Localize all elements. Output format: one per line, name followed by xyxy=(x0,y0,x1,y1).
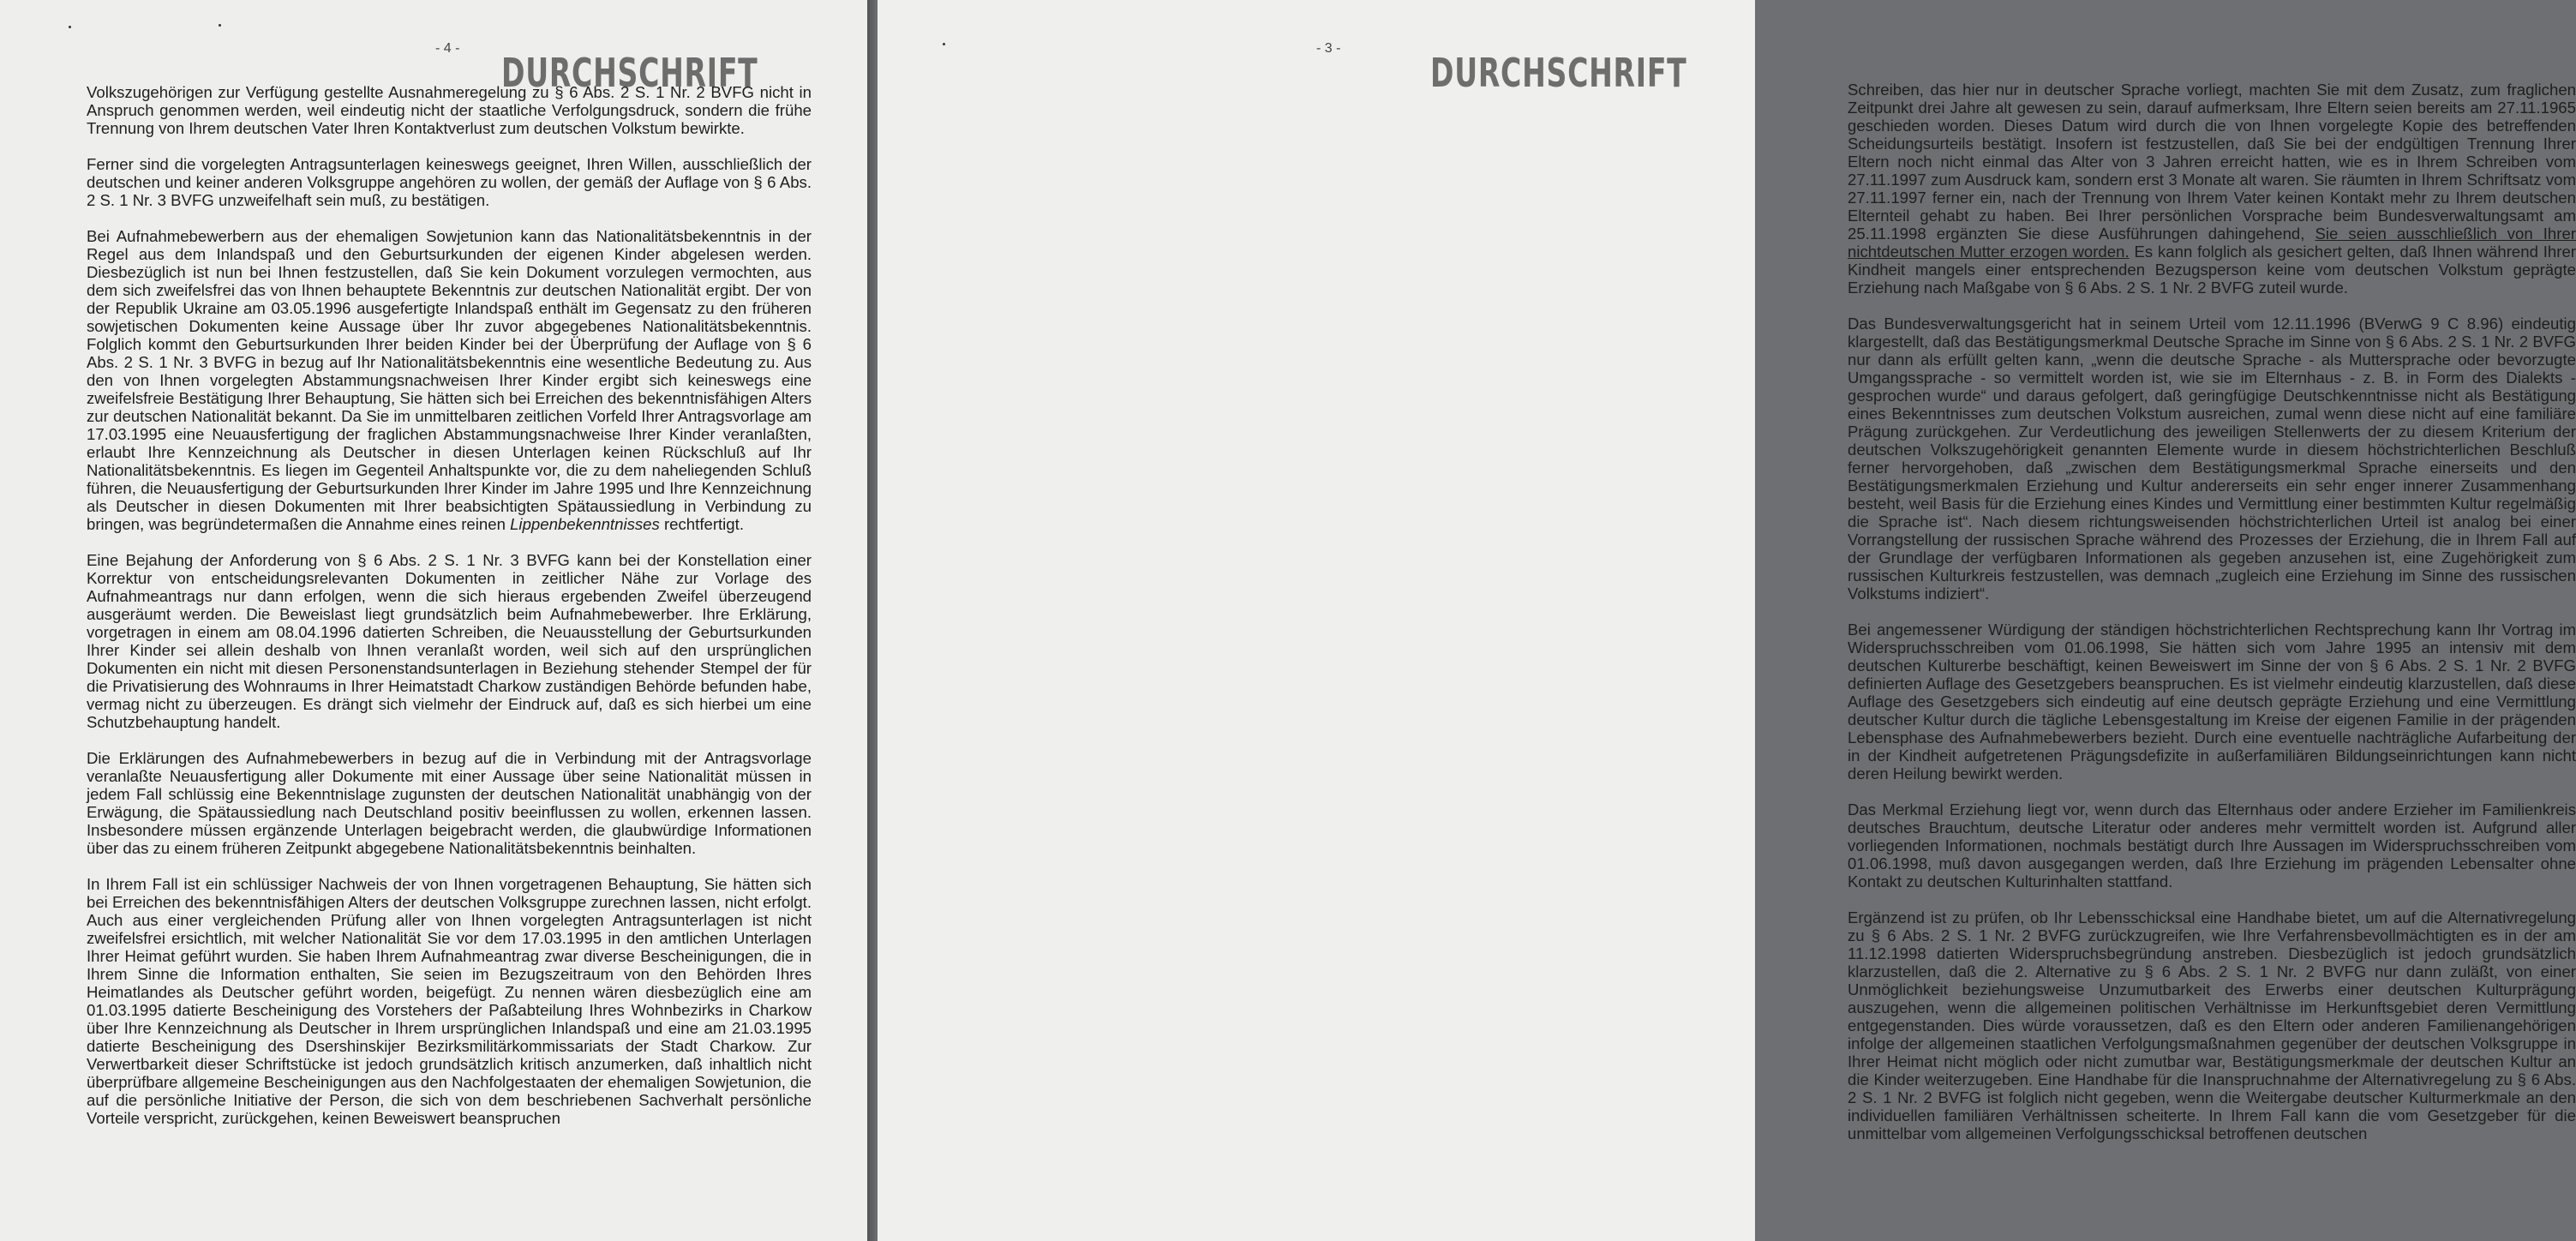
paragraph: Ferner sind die vorgelegten Antragsunterlagen keineswegs geeignet, Ihren Willen, ausschließlich der deutschen und keiner anderen Volksgruppe angehören zu wollen, der gemäß der Auflage von § 6 Abs. 2 S. 1 Nr. 3 BVFG unzweifelhaft sein muß, zu bestätigen. xyxy=(87,155,812,209)
copy-stamp: DURCHSCHRIFT xyxy=(1430,50,1687,96)
body-text xyxy=(87,83,812,1145)
paragraph: Die Erklärungen des Aufnahmebewerbers in bezug auf die in Verbindung mit der Antragsvorlage veranlaßte Neuausfertigung aller Dokumente mit einer Aussage über seine Nationalität müssen in jedem Fall schlüssig eine Bekenntnislage zugunsten der deutschen Nationalität unabhängig von der Erwägung, die Spätaussiedlung nach Deutschland positiv beeinflussen zu wollen, erkennen lassen. Insbesondere müssen ergänzende Unterlagen beigebracht werden, die glaubwürdige Informationen über das zu einem früheren Zeitpunkt abgegebene Nationalitätsbekenntnis beinhalten. xyxy=(87,749,812,857)
paragraph: Das Bundesverwaltungsgericht hat in seinem Urteil vom 12.11.1996 (BVerwG 9 C 8.96) eindeutig klargestellt, daß das Bestätigungsmerkmal Deutsche Sprache im Sinne von § 6 Abs. 2 S. 1 Nr. 2 BVFG nur dann als erfüllt gelten kann, „wenn die deutsche Sprache - als Muttersprache oder bevorzugte Umgangssprache - so vermittelt worden ist, wie sie im Elternhaus - z. B. in Form des Dialekts - gesprochen wurde“ und daraus gefolgert, daß geringfügige Deutschkenntnisse nicht als Bestätigung eines Bekenntnisses zum deutschen Volkstum ausreichen, zumal wenn diese nicht auf eine familiäre Prägung zurückgehen. Zur Verdeutlichung des jeweiligen Stellenwerts der zu diesem Kriterium der deutschen Volkszugehörigkeit genannten Elemente wurde in diesem höchstrichterlichen Beschluß ferner hervorgehoben, daß „zwischen dem Bestätigungsmerkmal Sprache einerseits und den Bestätigungsmerkmalen Erziehung und Kultur andererseits ein sehr enger innerer Zusammenhang besteht, weil Basis für die Erziehung eines Kindes und Vermittlung einer bestimmten Kultur regelmäßig die Sprache ist“. Nach diesem richtungsweisenden höchstrichterlichen Urteil ist analog bei einer Vorrangstellung der russischen Sprache während des Prozesses der Erziehung, die in Ihrem Fall auf der Grundlage der verfügbaren Informationen als gegeben anzusehen ist, eine Zugehörigkeit zum russischen Kulturkreis festzustellen, was demnach „zugleich eine Erziehung im Sinne des russischen Volkstums indiziert“. xyxy=(1848,315,2576,603)
paragraph: Eine Bejahung der Anforderung von § 6 Abs. 2 S. 1 Nr. 3 BVFG kann bei der Konstellation einer Korrektur von entscheidungsrelevanten Dokumenten in zeitlicher Nähe zur Vorlage des Aufnahmeantrags nur dann erfolgen, wenn die sich hieraus ergebenden Zweifel überzeugend ausgeräumt werden. Die Beweislast liegt grundsätzlich beim Aufnahmebewerber. Ihre Erklärung, vorgetragen in einem am 08.04.1996 datierten Schreiben, die Neuausstellung der Geburtsurkunden Ihrer Kinder sei allein deshalb von Ihnen veranlaßt worden, weil sich auf den ursprünglichen Dokumenten ein nicht mit diesen Personenstandsunterlagen in Beziehung stehender Stempel der für die Privatisierung des Wohnraums in Ihrer Heimatstadt Charkow zuständigen Behörde befunden habe, vermag nicht zu überzeugen. Es drängt sich vielmehr der Eindruck auf, daß es sich hierbei um eine Schutzbehauptung handelt. xyxy=(87,551,812,731)
paragraph-text: Schreiben, das hier nur in deutscher Sprache vorliegt, machten Sie mit dem Zusatz, zum fraglichen Zeitpunkt drei Jahre alt gewesen zu sein, darauf aufmerksam, Ihre Eltern seien bereits am 27.11.1965 geschieden worden. Dieses Datum wird durch die von Ihnen vorgelegte Kopie des betreffenden Scheidungsurteils bestätigt. Insofern ist festzustellen, daß Sie bei der endgültigen Trennung Ihrer Eltern noch nicht einmal das Alter von 3 Jahren erreicht hatten, wie es in Ihrem Schreiben vom 27.11.1997 zum Ausdruck kam, sondern erst 3 Monate alt waren. Sie räumten in Ihrem Schriftsatz vom 27.11.1997 ferner ein, nach der Trennung von Ihrem Vater keinen Kontakt mehr zu Ihrem deutschen Elternteil gehabt zu haben. Bei Ihrer persönlichen Vorsprache beim Bundesverwaltungsamt am 25.11.1998 ergänzten Sie diese Ausführungen dahingehend, xyxy=(1848,81,2576,243)
document-page-right xyxy=(878,0,2576,1241)
page-number: - 3 - xyxy=(1316,41,1341,56)
paragraph-text: Bei Aufnahmebewerbern aus der ehemaligen Sowjetunion kann das Nationalitätsbekenntnis in der Regel aus dem Inlandspaß und den Geburtsurkunden der eigenen Kinder abgelesen werden. Diesbezüglich ist nun bei Ihnen festzustellen, daß Sie kein Dokument vorzulegen vermochten, aus dem sich zweifelsfrei das von Ihnen behauptete Bekenntnis zur deutschen Nationalität ergibt. Der von der Republik Ukraine am 03.05.1996 ausgefertigte Inlandspaß enthält im Gegensatz zu den früheren sowjetischen Dokumenten keine Aussage über Ihr zuvor abgegebenes Nationalitätsbekenntnis. Folglich kommt den Geburtsurkunden Ihrer beiden Kinder bei der Überprüfung der Auflage von § 6 Abs. 2 S. 1 Nr. 3 BVFG in bezug auf Ihr Nationalitätsbekenntnis eine wesentliche Bedeutung zu. Aus den von Ihnen vorgelegten Abstammungsnachweisen Ihrer Kinder ergibt sich keineswegs eine zweifelsfreie Bestätigung Ihrer Behauptung, Sie hätten sich bei Erreichen des bekenntnisfähigen Alters zur deutschen Nationalität bekannt. Da Sie im unmittelbaren zeitlichen Vorfeld Ihrer Antragsvorlage am 17.03.1995 eine Neuausfertigung der fraglichen Abstammungsnachweise Ihrer Kinder veranlaßten, erlaubt Ihre Kennzeichnung als Deutscher in diesen Unterlagen keinen Rückschluß auf Ihr Nationalitätsbekenntnis. Es liegen im Gegenteil Anhaltspunkte vor, die zu dem naheliegenden Schluß führen, die Neuausfertigung der Geburtsurkunden Ihrer Kinder im Jahre 1995 und Ihre Kennzeichnung als Deutscher in diesen Dokumenten mit Ihrer beabsichtigten Spätaussiedlung in Verbindung zu bringen, was begründetermaßen die Annahme eines reinen xyxy=(87,227,812,533)
body-text xyxy=(1848,81,2576,1160)
paragraph-end: rechtfertigt. xyxy=(659,515,744,533)
paragraph: Das Merkmal Erziehung liegt vor, wenn durch das Elternhaus oder andere Erzieher im Familienkreis deutsches Brauchtum, deutsche Literatur oder anderes mehr vermittelt worden ist. Aufgrund aller vorliegenden Informationen, nochmals bestätigt durch Ihre Aussagen im Widerspruchsschreiben vom 01.06.1998, muß davon ausgegangen werden, daß Ihre Erziehung im prägenden Lebensalter ohne Kontakt zu deutschen Kulturinhalten stattfand. xyxy=(1848,800,2576,890)
paragraph-text: Es kann folglich als gesichert gelten, daß Ihnen während Ihrer Kindheit mangels einer entsprechenden Bezugsperson keine vom deutschen Volkstum geprägte Erziehung nach Maßgabe von § 6 Abs. 2 S. 1 Nr. 2 BVFG zuteil wurde. xyxy=(1848,243,2576,297)
paragraph: Ergänzend ist zu prüfen, ob Ihr Lebensschicksal eine Handhabe bietet, um auf die Alternativregelung zu § 6 Abs. 2 S. 1 Nr. 2 BVFG zurückzugreifen, wie Ihre Verfahrensbevollmächtigten es in der am 11.12.1998 datierten Widerspruchsbegründung anstreben. Diesbezüglich ist jedoch grundsätzlich klarzustellen, daß die 2. Alternative zu § 6 Abs. 2 S. 1 Nr. 2 BVFG nur dann zuläßt, von einer Unmöglichkeit beziehungsweise Unzumutbarkeit des Erwerbs einer deutschen Kulturprägung auszugehen, wenn die allgemeinen politischen Verhältnisse im Herkunftsgebiet deren Vermittlung entgegenstanden. Dies würde voraussetzen, daß es den Eltern oder anderen Familienangehörigen infolge der allgemeinen staatlichen Verfolgungsmaßnahmen gegenüber der deutschen Volksgruppe in Ihrer Heimat nicht möglich oder nicht zumutbar war, Bestätigungsmerkmale der deutschen Kultur an die Kinder weiterzugeben. Eine Handhabe für die Inanspruchnahme der Alternativregelung zu § 6 Abs. 2 S. 1 Nr. 2 BVFG ist folglich nicht gegeben, wenn die Weitergabe deutscher Kulturmerkmale an den individuellen familiären Verhältnissen scheiterte. In Ihrem Fall kann die vom Gesetzgeber für die unmittelbar vom allgemeinen Verfolgungsschicksal betroffenen deutschen xyxy=(1848,908,2576,1142)
italic-phrase: Lippenbekenntnisses xyxy=(510,515,660,533)
paragraph xyxy=(87,227,812,533)
scan-speck xyxy=(219,24,221,27)
paragraph: Volkszugehörigen zur Verfügung gestellte Ausnahmeregelung zu § 6 Abs. 2 S. 1 Nr. 2 BVFG nicht in Anspruch genommen werden, weil eindeutig nicht der staatliche Verfolgungsdruck, sondern die frühe Trennung von Ihrem deutschen Vater Ihren Kontaktverlust zum deutschen Volkstum bewirkte. xyxy=(87,83,812,137)
paragraph: Bei angemessener Würdigung der ständigen höchstrichterlichen Rechtsprechung kann Ihr Vortrag im Widerspruchsschreiben vom 01.06.1998, Sie hätten sich vom Jahre 1995 an intensiv mit dem deutschen Kulturerbe beschäftigt, keinen Beweiswert im Sinne der von § 6 Abs. 2 S. 1 Nr. 2 BVFG definierten Auflage des Gesetzgebers beanspruchen. Es ist vielmehr eindeutig klarzustellen, daß diese Auflage des Gesetzgebers sich eindeutig auf eine deutsch geprägte Erziehung und eine Vermittlung deutscher Kultur durch die tägliche Lebensgestaltung im Kreise der eigenen Familie in der prägenden Lebensphase des Aufnahmebewerbers bezieht. Durch eine eventuelle nachträgliche Aufarbeitung der in der Kindheit aufgetretenen Prägungsdefizite in außerfamiliären Bildungseinrichtungen kann nicht deren Heilung bewirkt werden. xyxy=(1848,620,2576,782)
document-page-left xyxy=(0,0,867,1241)
scan-speck xyxy=(69,26,71,28)
underlined-phrase: Sie seien ausschließlich von Ihrer nichtdeutschen Mutter erzogen worden. xyxy=(1848,225,2576,261)
page-gap-shadow xyxy=(867,0,878,1241)
copy-stamp: DURCHSCHRIFT xyxy=(501,50,758,96)
page-number: - 4 - xyxy=(435,41,460,56)
scan-speck xyxy=(943,43,945,45)
paragraph xyxy=(1848,81,2576,297)
paragraph: In Ihrem Fall ist ein schlüssiger Nachweis der von Ihnen vorgetragenen Behauptung, Sie hätten sich bei Erreichen des bekenntnisfähigen Alters der deutschen Volksgruppe zurechnen lassen, nicht erfolgt. Auch aus einer vergleichenden Prüfung aller von Ihnen vorgelegten Antragsunterlagen ist nicht zweifelsfrei ersichtlich, mit welcher Nationalität Sie vor dem 17.03.1995 in den amtlichen Unterlagen Ihrer Heimat geführt wurden. Sie haben Ihrem Aufnahmeantrag zwar diverse Bescheinigungen, die in Ihrem Sinne die Information enthalten, Sie seien im Bezugszeitraum von den Behörden Ihres Heimatlandes als Deutscher geführt worden, beigefügt. Zu nennen wären diesbezüglich eine am 01.03.1995 datierte Bescheinigung des Vorstehers der Paßabteilung Ihres Wohnbezirks in Charkow über Ihre Kennzeichnung als Deutscher in Ihrem ursprünglichen Inlandspaß und eine am 21.03.1995 datierte Bescheinigung des Dsershinskijer Bezirksmilitärkommissariats der Stadt Charkow. Zur Verwertbarkeit dieser Schriftstücke ist jedoch grundsätzlich kritisch anzumerken, daß inhaltlich nicht überprüfbare allgemeine Bescheinigungen aus den Nachfolgestaaten der ehemaligen Sowjetunion, die auf die persönliche Initiative der Person, die sich von dem beschriebenen Sachverhalt persönliche Vorteile verspricht, zurückgehen, keinen Beweiswert beanspruchen xyxy=(87,875,812,1127)
